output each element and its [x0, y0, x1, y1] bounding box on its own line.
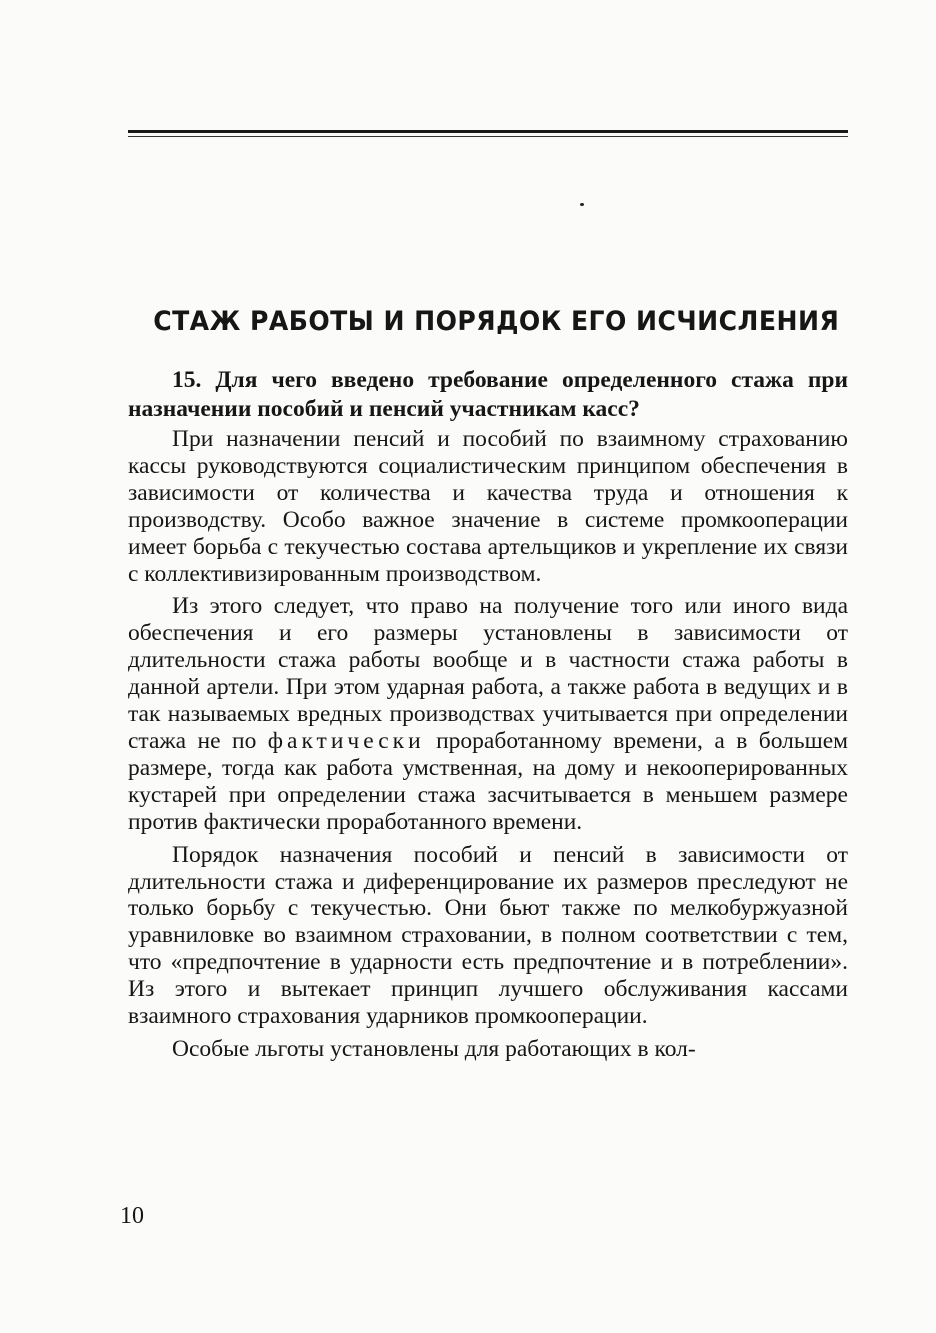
paragraph-2-part-1: Из этого следует, что право на получение того или иного вида обеспечения и его размеры установлены в зависимости от длительности стажа работы вообще и в частности стажа работы в данной артели. При этом ударная работа, а также работа в ведущих и в так называемых вредных производствах учитывается при определении стажа не по: [128, 593, 848, 754]
paragraph-1: При назначении пенсий и пособий по взаимному страхованию кассы руководствуются социалистическим принципом обеспечения в зависимости от количества и качества труда и отношения к производству. Особо важное значение в системе промкооперации имеет борьба с текучестью состава артельщиков и укрепление их связи с коллективизированным производством.: [128, 426, 848, 587]
ink-speck: [580, 203, 584, 206]
chapter-title: СТАЖ РАБОТЫ И ПОРЯДОК ЕГО ИСЧИСЛЕНИЯ: [153, 306, 840, 337]
paragraph-4: Особые льготы установлены для работающих в кол-: [172, 1035, 696, 1062]
paragraph-2-part-2: проработанному времени, а в большем размере, тогда как работа умственная, на дому и некооперированных кустарей при определении стажа засчитывается в меньшем размере против фактически проработанного времени.: [128, 727, 848, 835]
body-text: [128, 426, 848, 1063]
paragraph-2-emphasis: фактически: [267, 727, 425, 754]
paragraph-2: [128, 593, 848, 835]
page-number: 10: [120, 1203, 144, 1229]
paragraph-3: Порядок назначения пособий и пенсий в зависимости от длительности стажа и диференцирование их размеров преследуют не только борьбу с текучестью. Они бьют также по мелкобуржуазной уравниловке во взаимном страховании, в полном соответствии с тем, что «предпочтение в ударности есть предпочтение и в потреблении». Из этого и вытекает принцип лучшего обслуживания кассами взаимного страхования ударников промкооперации.: [128, 841, 848, 1030]
question-heading: 15. Для чего введено требование определенного стажа при назначении пособий и пенсий участникам касс?: [128, 367, 848, 422]
top-rule: [128, 130, 848, 133]
